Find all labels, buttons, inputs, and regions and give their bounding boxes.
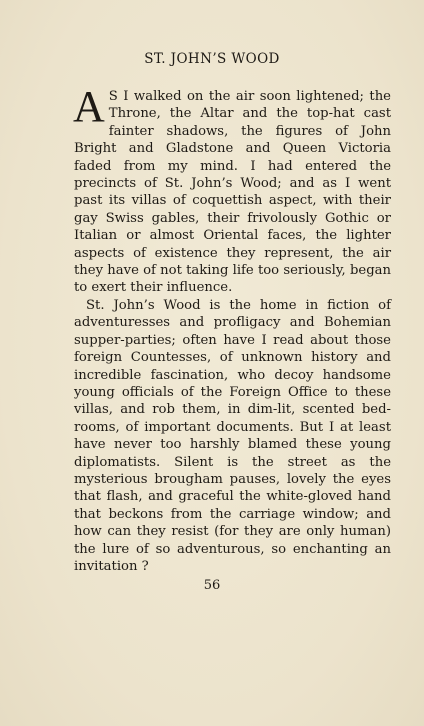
paragraph-1 (73, 82, 391, 297)
page-number: 56 (203, 578, 221, 593)
body-text (73, 82, 391, 575)
running-head: ST. JOHN’S WOOD (144, 51, 280, 67)
paragraph-2: St. John’s Wood is the home in fiction of adventuresses and profligacy and Bohemian supper-parties; often have I read about those foreign Countesses, of unknown history and incredible fascination, who decoy handsome young officials of the Foreign Office to these villas, and rob them, in dim-lit, scented bedrooms, of important documents. But I at least have never too harshly blamed these young diplomatists. Silent is the street as the mysterious brougham pauses, lovely the eyes that flash, and graceful the white-gloved hand that beckons from the carriage window; and how can they resist (for they are only human) the lure of so adventurous, so enchanting an invitation ? (74, 297, 391, 574)
drop-cap: A (73, 82, 105, 131)
paragraph-1-text: S I walked on the air soon lightened; the Throne, the Altar and the top-hat cast fainter shadows, the figures of John Bright and Gladstone and Queen Victoria faded from my mind. I had entered the precincts of St. John’s Wood; and as I went past its villas of coquettish aspect, with their gay Swiss gables, their frivolously Gothic or Italian or almost Oriental faces, the lighter aspects of existence they represent, the air they have of not taking life too seriously, began to exert their influence. (74, 89, 391, 296)
